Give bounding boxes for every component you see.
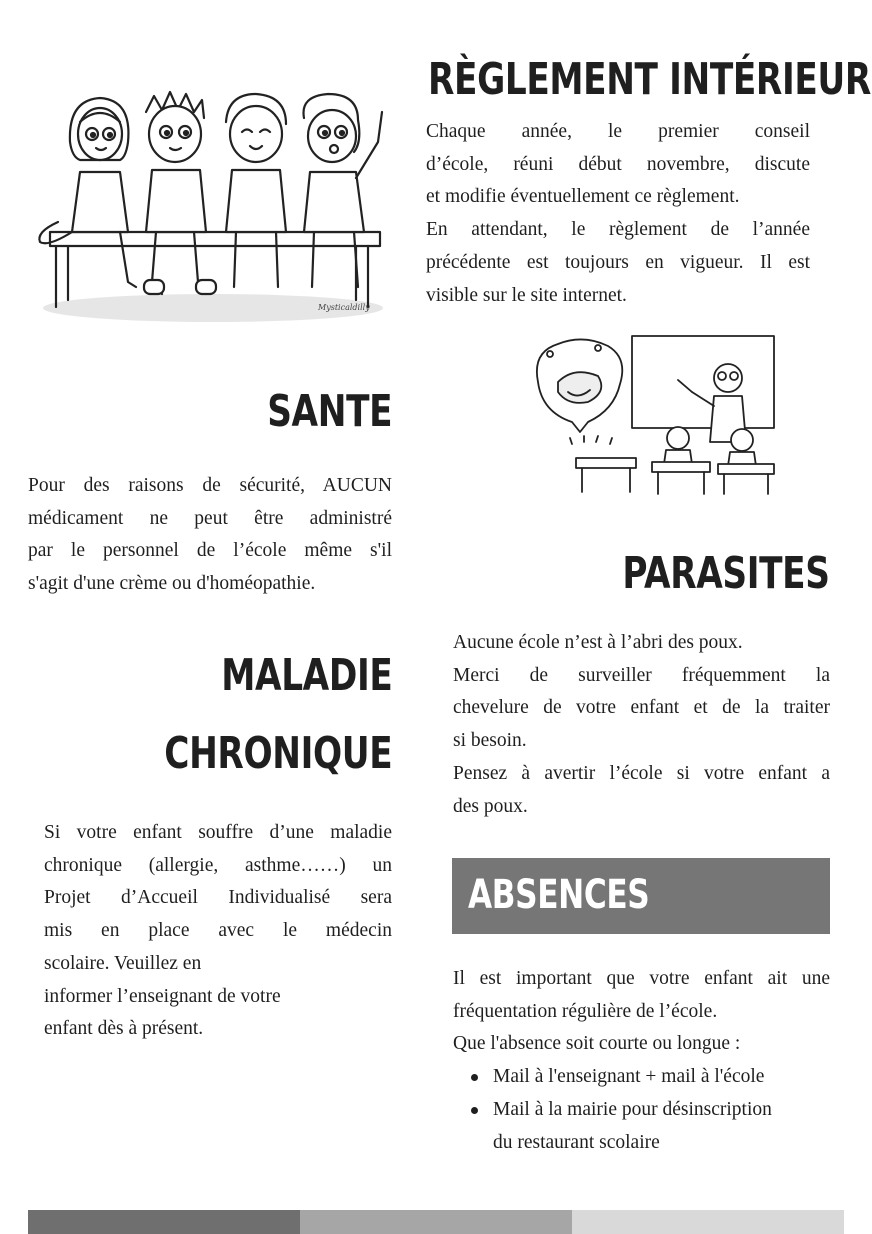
absences-line: Il est important que votre enfant ait une — [453, 968, 830, 989]
maladie-title-line2: CHRONIQUE — [164, 728, 392, 779]
illustration-signature: Mysticaldilly — [318, 303, 370, 312]
footer-bar-segment-mid — [300, 1210, 572, 1234]
absences-header-band — [452, 858, 830, 934]
parasites-line: Aucune école n’est à l’abri des poux. — [453, 632, 743, 653]
maladie-line: informer l’enseignant de votre — [44, 985, 281, 1007]
absences-bullet-item — [453, 1061, 830, 1094]
bullet-text-continued: du restaurant scolaire — [493, 1131, 660, 1153]
sante-line: médicament ne peut être administré — [28, 507, 392, 529]
reglement-title: RÈGLEMENT INTÉRIEUR — [428, 54, 871, 105]
absences-title: ABSENCES — [468, 872, 650, 918]
absences-bullet-list — [453, 1061, 830, 1159]
absences-paragraph — [453, 963, 830, 1159]
footer-bar-segment-dark — [28, 1210, 300, 1234]
sante-title: SANTE — [267, 386, 392, 437]
parasites-line: des poux. — [453, 795, 528, 817]
classroom-drawing — [528, 332, 778, 498]
reglement-line: et modifie éventuellement ce règlement. — [426, 186, 740, 208]
maladie-line: enfant dès à présent. — [44, 1018, 204, 1040]
children-on-bench-illustration — [28, 82, 398, 330]
parasites-line: Pensez à avertir l’école si votre enfant a — [453, 762, 830, 784]
reglement-line: Chaque année, le premier conseil — [426, 121, 810, 142]
maladie-line: Projet d’Accueil Individualisé sera — [44, 887, 392, 909]
parasites-line: si besoin. — [453, 730, 527, 752]
parasites-paragraph — [453, 627, 830, 823]
bullet-text: Mail à l'enseignant + mail à l'école — [493, 1066, 765, 1088]
sante-line: Pour des raisons de sécurité, AUCUN — [28, 475, 392, 496]
maladie-line: scolaire. Veuillez en — [44, 952, 202, 974]
absences-line: Que l'absence soit courte ou longue : — [453, 1033, 741, 1055]
absences-bullet-item — [453, 1094, 830, 1159]
bullet-text: Mail à la mairie pour désinscription — [493, 1098, 772, 1120]
maladie-paragraph — [44, 817, 392, 1046]
sante-paragraph — [28, 470, 392, 601]
absences-line: fréquentation régulière de l’école. — [453, 1000, 718, 1022]
reglement-line: En attendant, le règlement de l’année — [426, 219, 810, 241]
reglement-line: d’école, réuni début novembre, discute — [426, 153, 810, 175]
maladie-line: mis en place avec le médecin — [44, 920, 392, 942]
parasites-line: chevelure de votre enfant et de la traiter — [453, 697, 830, 719]
classroom-illustration — [528, 332, 778, 498]
reglement-line: précédente est toujours en vigueur. Il est — [426, 251, 810, 273]
sante-line: par le personnel de l’école même s'il — [28, 540, 392, 562]
parasites-line: Merci de surveiller fréquemment la — [453, 664, 830, 686]
reglement-line: visible sur le site internet. — [426, 284, 627, 306]
footer-bar-segment-light — [572, 1210, 844, 1234]
maladie-line: Si votre enfant souffre d’une maladie — [44, 822, 392, 843]
sante-line: s'agit d'une crème ou d'homéopathie. — [28, 573, 316, 595]
maladie-title-line1: MALADIE — [220, 650, 392, 701]
maladie-line: chronique (allergie, asthme……) un — [44, 854, 392, 876]
children-on-bench-drawing — [28, 82, 398, 330]
reglement-paragraph — [426, 116, 810, 312]
parasites-title: PARASITES — [622, 548, 830, 599]
